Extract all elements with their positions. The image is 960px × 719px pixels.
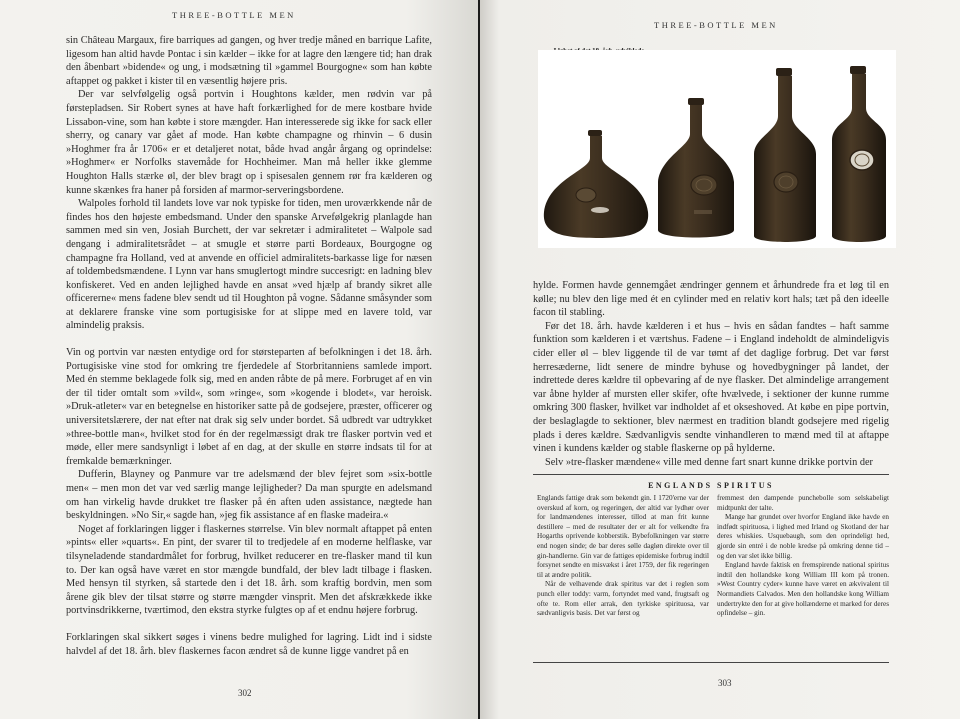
paragraph: Selv »tre-flasker mændene« ville med denne fart snart kunne drikke portvin der: [545, 456, 873, 468]
right-text-column: [533, 279, 889, 469]
paragraph: hylde. Formen havde gennemgået ændringer gennem et århundrede fra et løg til en kølle; nu blev den lige med ét en cylinder med en relativ kort hals; tæt på den ideelle facon til stabling.: [533, 280, 889, 319]
left-running-head: THREE-BOTTLE MEN: [172, 10, 296, 20]
paragraph: Forklaringen skal sikkert søges i vinens bedre mulighed for lagring. Lidt ind i sidste halvdel af det 18. årh. blev flaskernes facon ændret så de kunne ligge vandret på en: [66, 631, 432, 657]
box-paragraph: fremmest den dampende punchebolle som selskabeligt midtpunkt der talte.: [717, 494, 889, 512]
box-top-rule: [533, 474, 889, 475]
paragraph: Før det 18. årh. havde kælderen i et hus – hvis en sådan fandtes – haft samme funktion som kælderen i et værtshus. Fadene – i England indeholdt de almindeligvis cider eller øl – blev liggende til de var tømt af det daglige forbrug. Det var først herresæderne, lidt senere de mindre byhuse og hovedbygninger på landet, der indrettede deres kældre til opbevaring af de nye flasker. Det almindelige arrangement var åbne hylder af mursten eller skifer, ofte hvælvede, i sektioner der kunne rumme omkring 300 flasker, hvilket var indholdet af et okseshoved. At købe en pipe portvin, der beslaglagde to sektioner, blev nærmest en tradition blandt godsejere med rigelig plads i deres kældre. Sædvanligvis sendte vinhandleren to mænd med til at aftappe vinen i kundens kælder og stable flaskerne op på hylderne.: [533, 320, 889, 455]
box-paragraph: Når de velhavende drak spiritus var det i reglen som punch eller toddy: varm, fortyndet med vand, frugtsaft og ofte te. Rom eller arrak, den tyrkiske spirituosa, var sædvanligvis basis. Det var først og: [537, 580, 709, 618]
left-page: [0, 0, 478, 719]
paragraph: Dufferin, Blayney og Panmure var tre adelsmænd der blev fejret som »six-bottle men« – men mon det var ved særlig mange lejligheder? Da man spurgte en adelsmand om han virkelig havde drukket tre flasker på én aften uden assistance, nægtede han beskyldningen. »No Sir,« sagde han, »jeg fik assistance af en flaske madeira.«: [66, 469, 432, 522]
left-text-column: [66, 34, 432, 658]
box-paragraph: Englands fattige drak som bekendt gin. I 1720'erne var der overskud af korn, og regeringen, der altid var lydhør over for landmændenes interesser, tillod at man frit kunne destillere – med de resultater der er alt for velkendte fra Hogarths oprivende kobberstik. Bybefolkningen var større end nogen sinde; de bar deres sølle dagløn direkte over til gin-handlerne. Gin var de fattiges epidemiske forbrug indtil forsynet sendte en misvækst i året 1759, der fik regeringen til at ændre politik.: [537, 494, 709, 579]
paragraph: Vin og portvin var næsten entydige ord for størsteparten af befolkningen i det 18. årh. Portugisiske vine stod for omkring tre fjerdedele af Storbritanniens samlede import. Med én stemme beklagede folk sig, med en anden råbte de på mere. Forbruget af en vin der til tider omtalt som »vild«, som »ringe«, som »kogende i blodet«, var heroisk. »Druk-atleter« var en betegnelse en historiker satte på de godsejere, præster, officerer og universitetslærere, der nat efter nat drak sig selv under bordet. Så udbredt var udtrykket »three-bottle man«, hvilket stod for én der regelmæssigt drak tre flasker portvin ved et møde, eller mere sandsynligt i løbet af en dag, at der skulle en større indsats til for at fremkalde bemærkninger.: [66, 347, 432, 467]
right-running-head: THREE-BOTTLE MEN: [654, 20, 778, 30]
paragraph: sin Château Margaux, fire barriques ad gangen, og hver tredje måned en barrique Lafite, ligesom han altid havde Pontac i sin kælder – ikke for at lagre den længere tid; han drak den åbenbart »bidende« og ung, i modsætning til »gammel Bourgogne« som han købte aftappet og pakket i kister til en væsentlig højere pris.: [66, 35, 432, 87]
right-page-number: 303: [718, 678, 732, 688]
paragraph: Noget af forklaringen ligger i flaskernes størrelse. Vin blev normalt aftappet på enten »pints« eller »quarts«. En pint, der svarer til to tredjedele af en moderne helflaske, var tilsyneladende standardmålet for forbrug, hvilket reducerer en tre-flasker mand til kun to. Der kan også have været en stor mængde bundfald, der blev ladt tilbage i flasken. Med hensyn til styrken, så startede den i det 18. årh. som kraftig bordvin, men som årene gik blev der tilsat større og større mængder vinsprit. Men det afskrækkede ikke portvinsdrikkerne, tværtimod, den ekstra styrke fulgtes op af et endnu højere forbrug.: [66, 523, 432, 617]
wine-bottles-photo: [538, 50, 896, 248]
box-column-1: [537, 494, 709, 619]
box-bottom-rule: [533, 662, 889, 663]
left-page-number: 302: [238, 688, 252, 698]
box-paragraph: Mange har grundet over hvorfor England ikke havde en indfødt spirituosa, i lighed med Irland og Skotland der har deres whiskies. Usquebaugh, som den oprindeligt hed, gjorde sin entré i de noble kredse på omkring denne tid – og den var slet ikke billig.: [717, 513, 889, 560]
paragraph: Der var selvfølgelig også portvin i Houghtons kælder, men rødvin var på førstepladsen. Sir Robert synes at have haft forkærlighed for de mere kostbare hvide Lissabon-vine, som han købte i store mængder. Han interesserede sig ikke for sack eller sherry, og canary var gået af mode. Han købte champagne og rhinvin – 6 dusin »Hoghmer fra år 1706« er et detaljeret notat, både hvad angår årgang og oprindelse: »Hoghmer« er Norfolks stavemåde for Hochheimer. Man må heller ikke glemme Houghton Halls stærke øl, der blev bragt op i spisesalen gennem rør fra kælderen og kunne skænkes fra haner på forsiden af marmor-serveringsbordene.: [66, 89, 432, 196]
paragraph: Walpoles forhold til landets love var nok typiske for tiden, men uroværkkende når de findes hos den højeste embedsmand. Under den spanske Arvefølgekrig planlagde han sammen med sin ven, Josiah Burchett, der var sekretær i admiralitetet – Walpole sad dengang i admiralitetsrådet – at smugle et større parti Bordeaux, Bourgogne og champagne fra Holland, ved at anvende en officiel admiralitets-barkasse lige for næsen af toldembedsmændene. I Lynn var hans smuglertogt mindre succesrigt: en ladning blev konfiskeret. Ved en anden lejlighed havde en ansat »ved hjælp af brandy sikret alle officererne« mens fadene blev sendt ud til Houghton på vogne. Sådanne småsynder som at deklarere franske vine som portugisiske for at slippe med en lavere told, var almindelig praksis.: [66, 198, 432, 332]
box-paragraph: England havde faktisk en fremspirende national spiritus indtil den hollandske kong William III kom på tronen. »West Country cyder« kunne have været en ækvivalent til Normandiets Calvados. Men den hollandske kong William undertrykte den for at give hollænderne et marked for deres opfindelse – gin.: [717, 561, 889, 618]
box-title: ENGLANDS SPIRITUS: [648, 481, 774, 490]
box-column-2: [717, 494, 889, 619]
